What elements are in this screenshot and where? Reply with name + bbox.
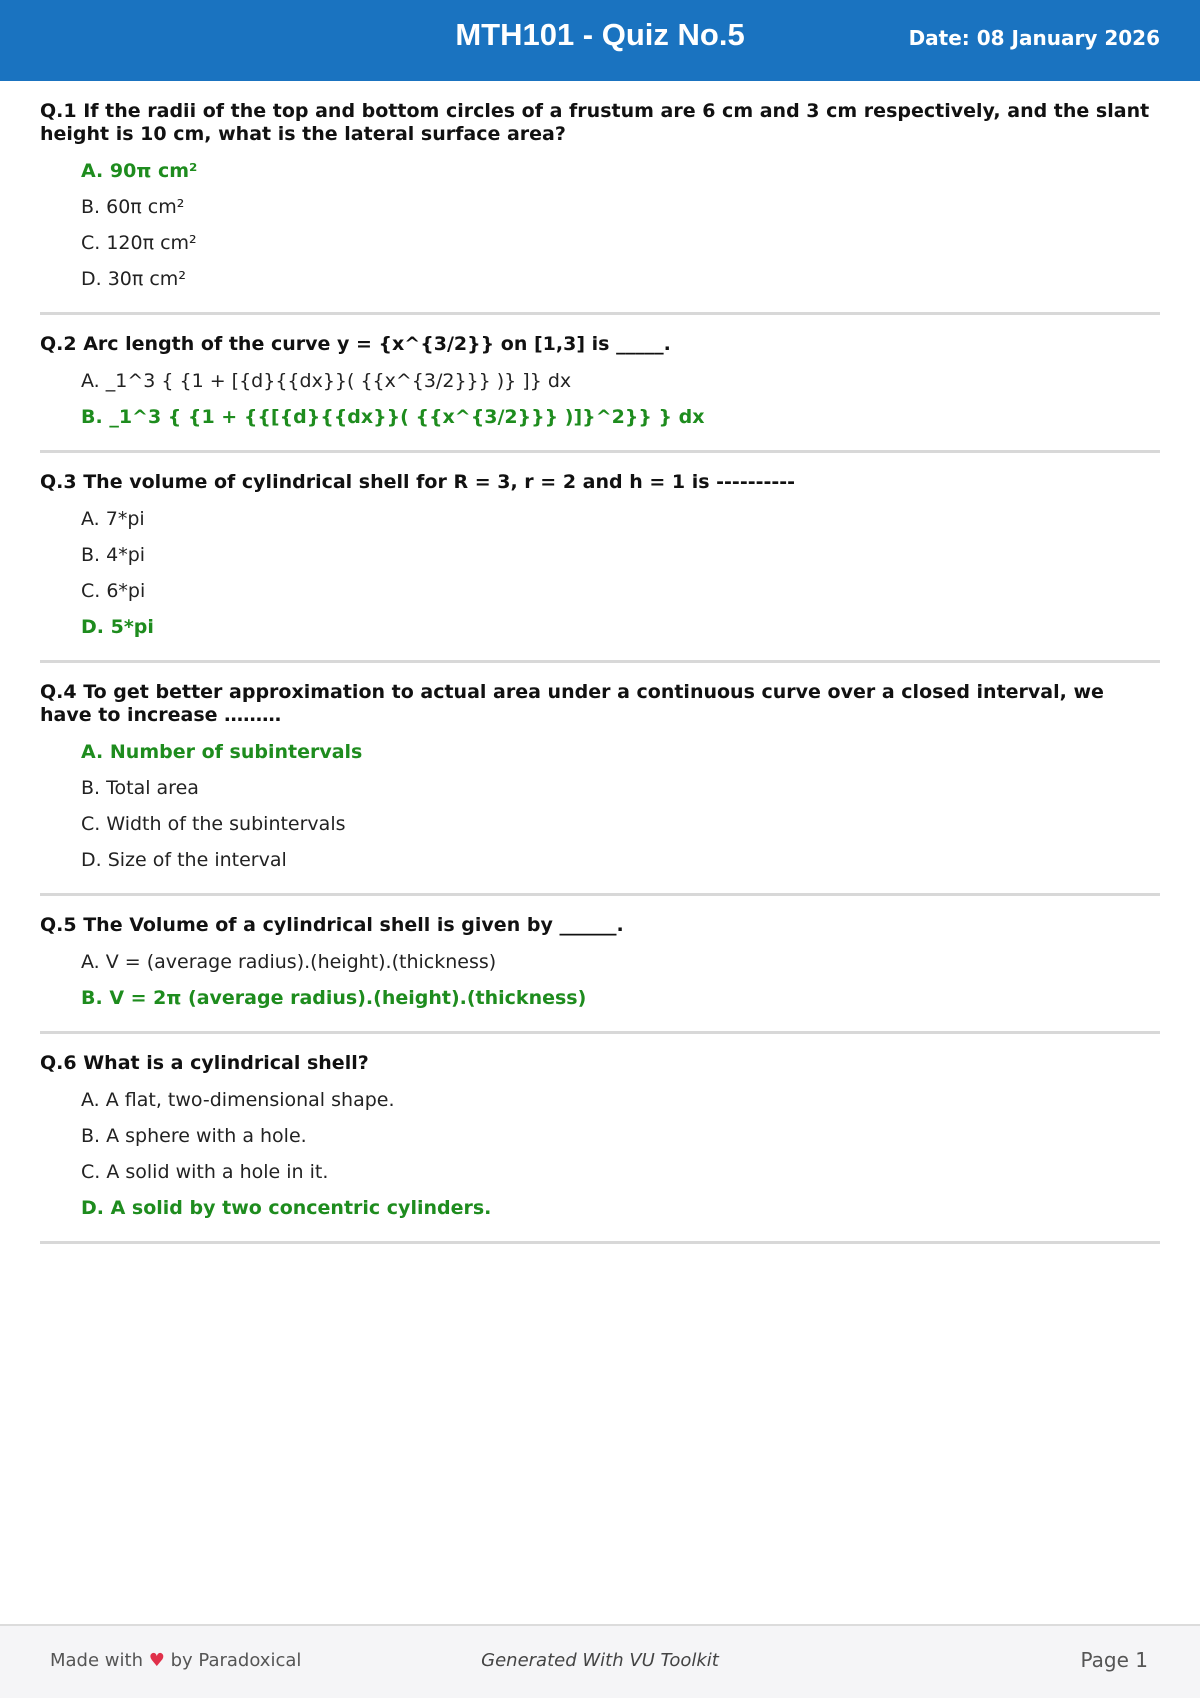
question-text: Q.5 The Volume of a cylindrical shell is given by ______. (40, 914, 624, 936)
question-5 (40, 914, 1160, 1034)
question-text: Q.2 Arc length of the curve y = {x^{3/2}} on [1,3] is _____. (40, 333, 671, 355)
option-b: B. Total area (81, 777, 199, 799)
question-2 (40, 333, 1160, 453)
options-list (40, 158, 1160, 302)
option-b: B. 4*pi (81, 544, 146, 566)
option-c: C. A solid with a hole in it. (81, 1161, 329, 1183)
page-footer (0, 1624, 1200, 1698)
question-3 (40, 471, 1160, 663)
made-with-text: Made with (50, 1650, 143, 1671)
question-text: Q.1 If the radii of the top and bottom circles of a frustum are 6 cm and 3 cm respectively, and the slant height is 10 cm, what is the lateral surface area? (40, 100, 1150, 145)
option-c: C. 6*pi (81, 580, 146, 602)
option-a: A. 7*pi (81, 508, 145, 530)
options-list (40, 949, 1160, 1021)
option-d-correct: D. 5*pi (81, 616, 154, 638)
option-b-correct: B. _1^3 { {1 + {{[{d}{{dx}}( {{x^{3/2}}} )]}^2}} } dx (81, 406, 705, 428)
option-a: A. _1^3 { {1 + [{d}{{dx}}( {{x^{3/2}}} )} ]} dx (81, 370, 572, 392)
generated-with-text: Generated With VU Toolkit (481, 1650, 719, 1671)
option-a: A. V = (average radius).(height).(thickness) (81, 951, 497, 973)
page-header (0, 0, 1200, 81)
options-list (40, 1087, 1160, 1231)
option-b: B. A sphere with a hole. (81, 1125, 307, 1147)
option-b: B. 60π cm² (81, 196, 185, 218)
question-1 (40, 100, 1160, 315)
heart-icon: ♥ (148, 1650, 165, 1671)
option-d-correct: D. A solid by two concentric cylinders. (81, 1197, 492, 1219)
question-text: Q.3 The volume of cylindrical shell for R = 3, r = 2 and h = 1 is ---------- (40, 471, 796, 493)
author-text: by Paradoxical (170, 1650, 302, 1671)
option-c: C. 120π cm² (81, 232, 197, 254)
question-4 (40, 681, 1160, 896)
option-a-correct: A. 90π cm² (81, 160, 198, 182)
option-d: D. Size of the interval (81, 849, 287, 871)
page-number: Page 1 (1080, 1648, 1148, 1672)
quiz-date: Date: 08 January 2026 (908, 26, 1160, 50)
option-a: A. A flat, two-dimensional shape. (81, 1089, 395, 1111)
option-a-correct: A. Number of subintervals (81, 741, 363, 763)
option-d: D. 30π cm² (81, 268, 186, 290)
questions-list (40, 100, 1160, 1262)
question-text: Q.4 To get better approximation to actual area under a continuous curve over a closed interval, we have to increase ……… (40, 681, 1104, 726)
question-6 (40, 1052, 1160, 1244)
option-b-correct: B. V = 2π (average radius).(height).(thickness) (81, 987, 587, 1009)
question-text: Q.6 What is a cylindrical shell? (40, 1052, 369, 1074)
options-list (40, 739, 1160, 883)
quiz-title: MTH101 - Quiz No.5 (455, 17, 745, 52)
options-list (40, 368, 1160, 440)
options-list (40, 506, 1160, 650)
option-c: C. Width of the subintervals (81, 813, 346, 835)
